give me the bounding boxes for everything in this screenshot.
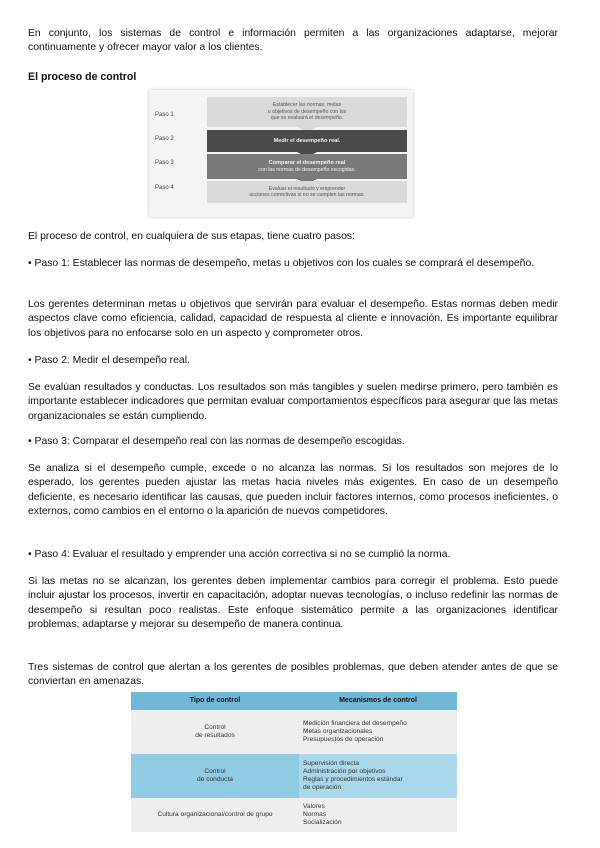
control-type	[131, 798, 299, 832]
step-text: Evaluar el resultado y emprender	[268, 185, 346, 192]
paragraph: Los gerentes determinan metas u objetivos que servirán para evaluar el desempeño. Estas normas deben medir aspectos clave como eficiencia, calidad, capacidad de respuesta al cliente e innovación. Es importante equilibrar los objetivos para no enfocarse solo en un aspecto y comprometer otros.	[28, 299, 558, 339]
control-type	[131, 754, 299, 798]
step-label: Paso 3	[155, 160, 174, 166]
cell-text: de conducta	[197, 776, 233, 783]
intro-paragraph: En conjunto, los sistemas de control e información permiten a las organizaciones adaptarse, mejorar continuamente y ofrecer mayor valor a los clientes.	[28, 28, 558, 54]
control-process-figure	[149, 90, 413, 217]
paragraph: • Paso 2: Medir el desempeño real.	[28, 355, 190, 366]
control-mechanisms	[299, 710, 457, 754]
table-row	[131, 798, 457, 832]
cell-text: Control	[204, 724, 226, 731]
cell-text: Metas organizacionales	[303, 728, 373, 735]
control-mechanisms	[299, 798, 457, 832]
table-row	[131, 754, 457, 798]
step-box	[207, 130, 407, 152]
step-text: Medir el desempeño real.	[273, 137, 341, 144]
control-mechanisms	[299, 754, 457, 798]
control-type	[131, 710, 299, 754]
cell-text: Presupuestos de operación	[303, 736, 384, 743]
paragraph: Se evalúan resultados y conductas. Los resultados son más tangibles y suelen medirse primero, pero también es importante establecer indicadores que permitan evaluar comportamientos específicos para asegurar que las metas organizacionales se están cumpliendo.	[28, 382, 558, 422]
step-text: acciones correctivas si no se cumplen las normas.	[249, 192, 365, 198]
step-text: con las normas de desempeño escogidas.	[258, 166, 356, 173]
paragraph: • Paso 4: Evaluar el resultado y emprender una acción correctiva si no se cumplió la norma.	[28, 549, 451, 560]
step-text: Establecer las normas, metas	[272, 102, 342, 109]
cell-text: Supervisión directa	[303, 760, 360, 767]
paragraph: Se analiza si el desempeño cumple, excede o no alcanza las normas. Si los resultados son mejores de lo esperado, los gerentes pueden ajustar las metas hacia niveles más exigentes. En caso de un desempeño deficiente, es necesario identificar las causas, que pueden incluir factores internos, como procesos ineficientes, o externos, como cambios en el entorno o la aparición de nuevos competidores.	[28, 463, 558, 518]
step-label: Paso 1	[155, 112, 174, 118]
paragraph: Tres sistemas de control que alertan a los gerentes de posibles problemas, que deben atender antes de que se conviertan en amenazas.	[28, 662, 558, 688]
step-box	[207, 97, 407, 127]
cell-text: de operación	[303, 784, 342, 791]
cell-text: Medición financiera del desempeño	[303, 720, 407, 727]
step-text: u objetivos de desempeño con los	[267, 108, 347, 115]
table-header: Mecanismos de control	[299, 692, 457, 710]
step-text: que se evaluará el desempeño.	[270, 115, 344, 122]
cell-text: Administración por objetivos	[303, 768, 386, 775]
cell-text: de resultados	[195, 732, 235, 739]
paragraph: El proceso de control, en cualquiera de sus etapas, tiene cuatro pasos:	[28, 231, 355, 242]
cell-text: Reglas y procedimientos estándar	[303, 776, 403, 783]
cell-text: Cultura organizacional/control de grupo	[157, 811, 273, 818]
paragraph: Si las metas no se alcanzan, los gerentes deben implementar cambios para corregir el problema. Esto puede incluir ajustar los procesos, invertir en capacitación, adoptar nuevas tecnologías, o incluso redefinir las normas de desempeño si resultan poco realistas. Este enfoque sistemático permite a las organizaciones identificar problemas, adaptarse y mejorar su desempeño de manera continua.	[28, 576, 558, 631]
cell-text: Socialización	[303, 819, 342, 826]
control-systems-table	[131, 692, 457, 832]
step-text: Comparar el desempeño real	[268, 160, 346, 167]
step-label: Paso 4	[155, 185, 174, 191]
section-heading: El proceso de control	[28, 71, 137, 83]
cell-text: Control	[204, 768, 226, 775]
step-label: Paso 2	[155, 136, 174, 142]
table-header: Tipo de control	[131, 692, 299, 710]
step-box	[207, 181, 407, 203]
paragraph: • Paso 1: Establecer las normas de desempeño, metas u objetivos con los cuales se comprará el desempeño.	[28, 258, 535, 269]
cell-text: Normas	[303, 811, 327, 818]
cell-text: Valores	[303, 803, 325, 810]
table-row	[131, 710, 457, 754]
step-box	[207, 154, 407, 179]
paragraph: • Paso 3: Comparar el desempeño real con las normas de desempeño escogidas.	[28, 436, 405, 447]
